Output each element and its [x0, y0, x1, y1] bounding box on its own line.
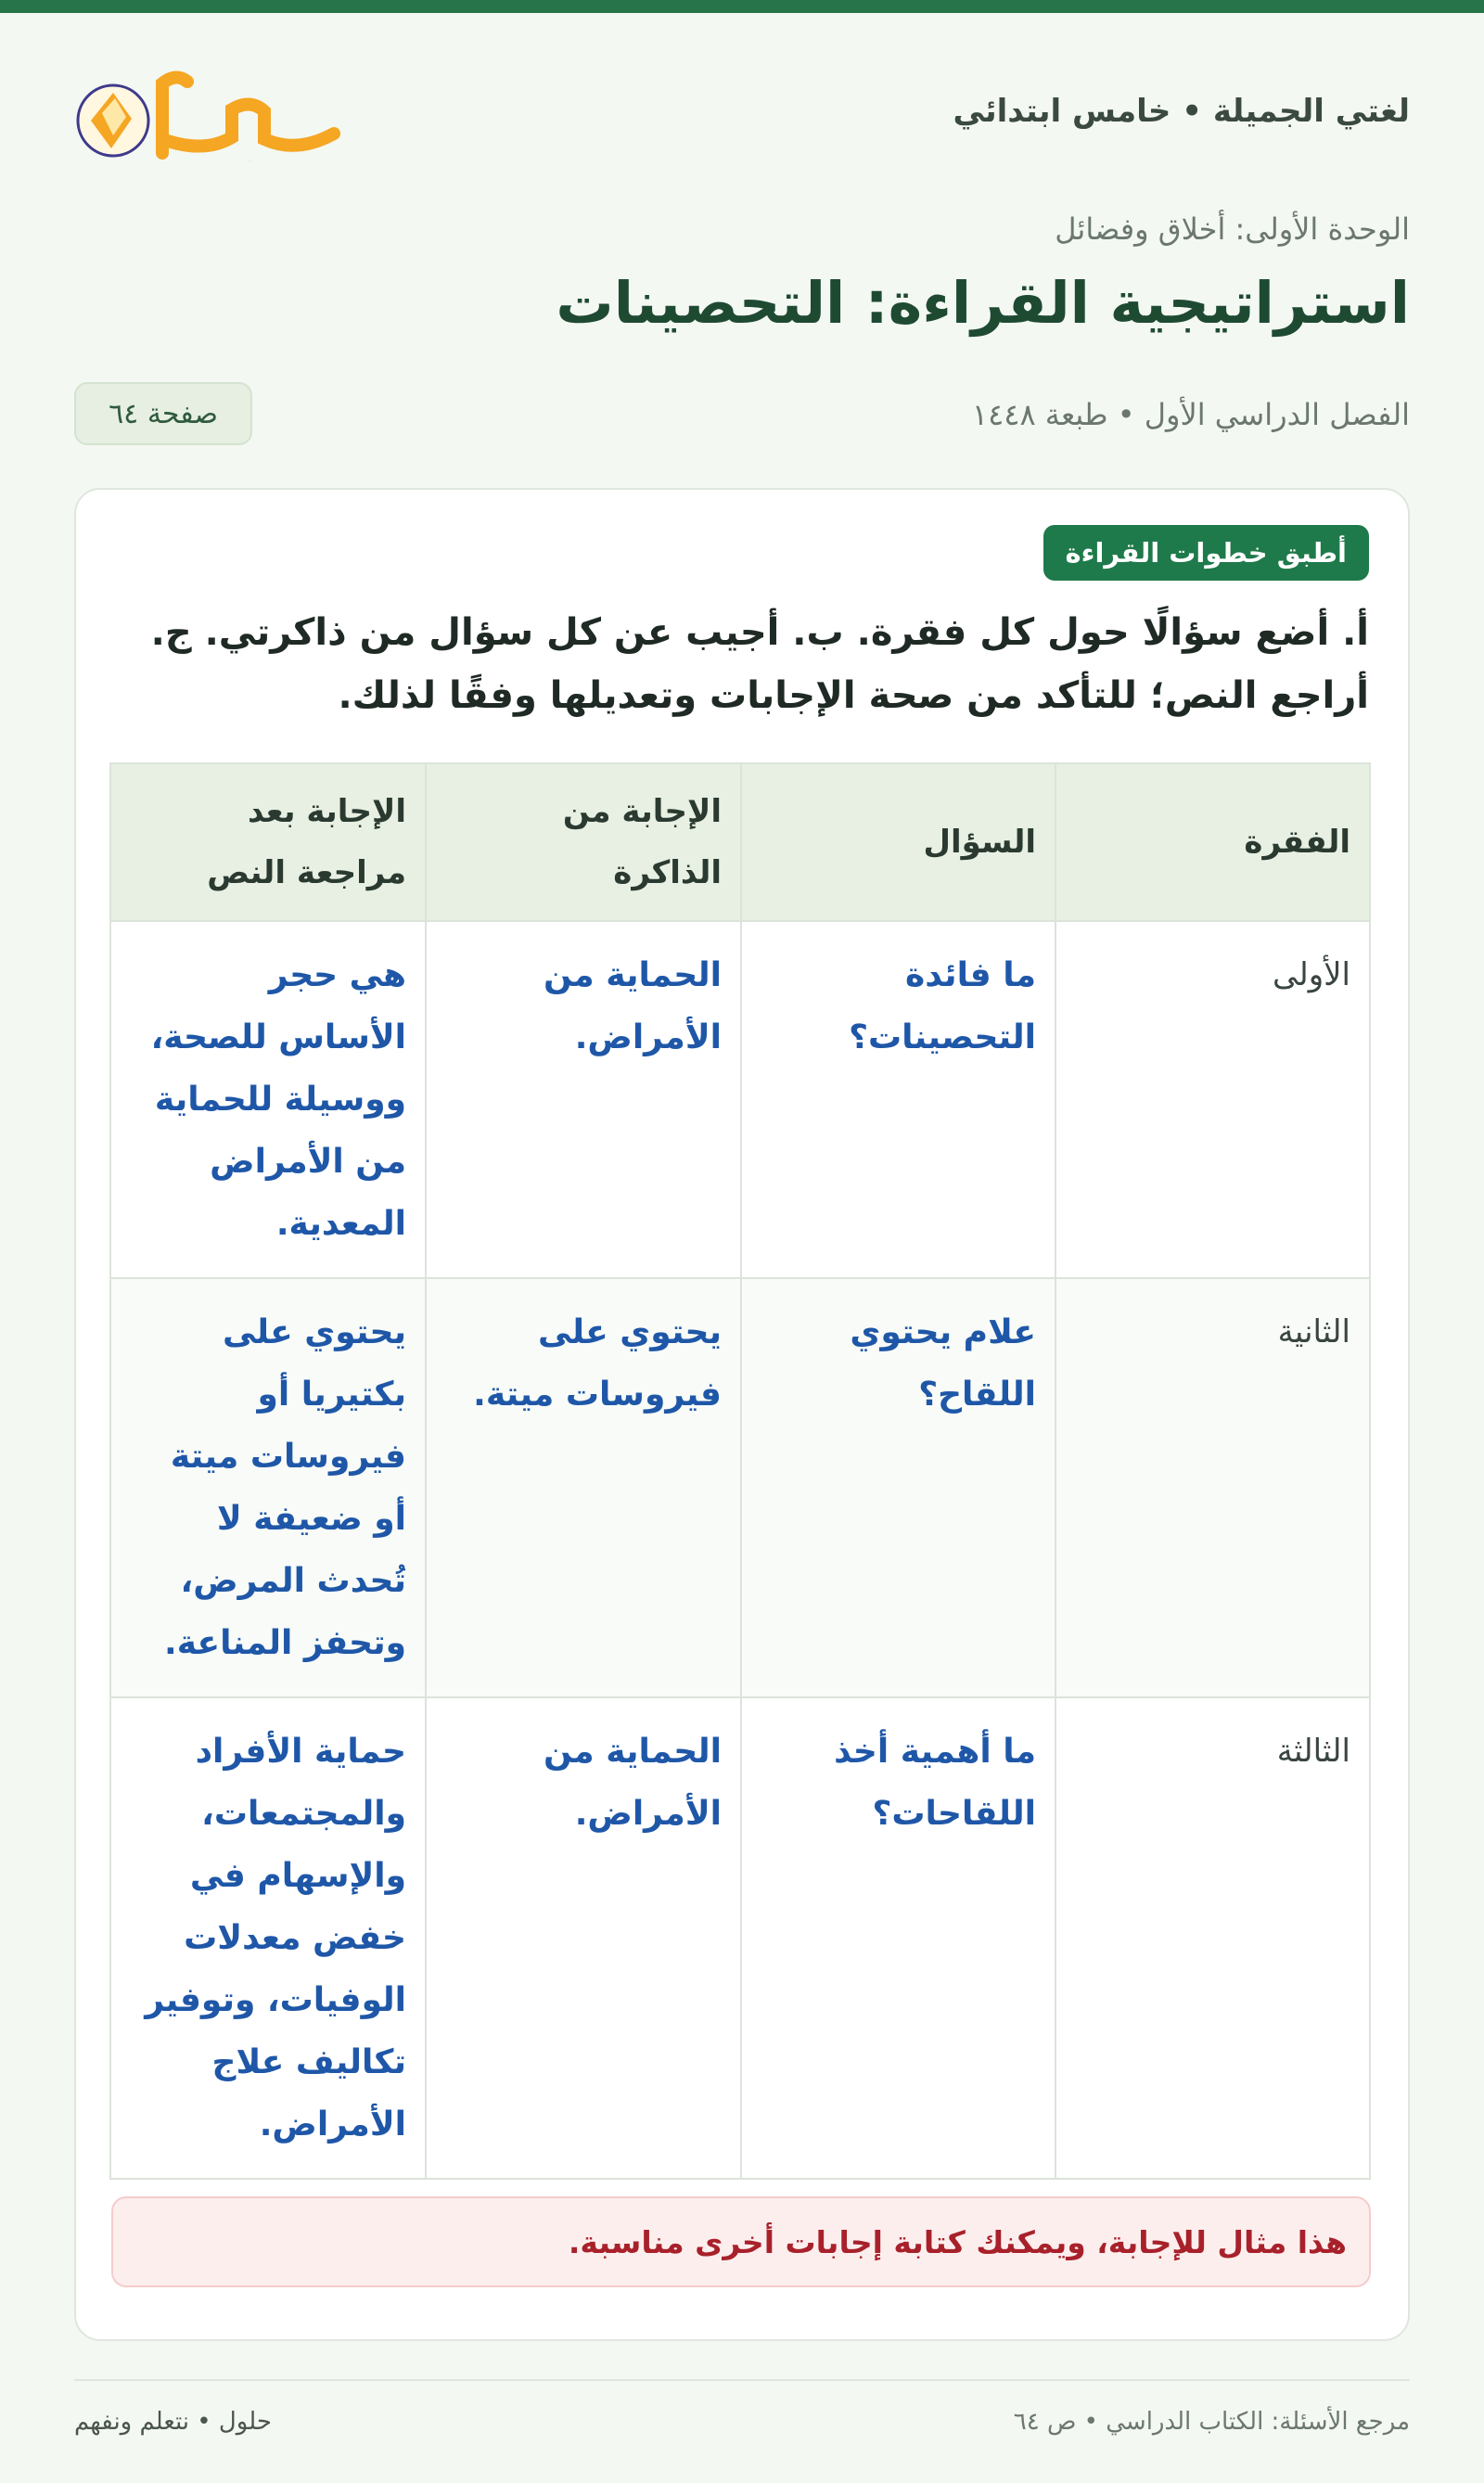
column-header-paragraph: الفقرة [1055, 763, 1370, 921]
column-header-reviewed-answer: الإجابة بعد مراجعة النص [110, 763, 426, 921]
cell-paragraph: الثانية [1055, 1278, 1370, 1697]
edition-label: الفصل الدراسي الأول • طبعة ١٤٤٨ [971, 397, 1410, 432]
logo-text: حلول [248, 161, 250, 162]
cell-question: ما أهمية أخذ اللقاحات؟ [741, 1697, 1055, 2179]
example-note: هذا مثال للإجابة، ويمكنك كتابة إجابات أخرى مناسبة. [111, 2196, 1371, 2287]
column-header-question: السؤال [741, 763, 1055, 921]
table-row [110, 921, 1370, 1278]
table-row [110, 1278, 1370, 1697]
section-badge: أطبق خطوات القراءة [1043, 525, 1369, 581]
cell-reviewed-answer: هي حجر الأساس للصحة، ووسيلة للحماية من الأمراض المعدية. [110, 921, 426, 1278]
table-header-row [110, 763, 1370, 921]
book-title: لغتي الجميلة • خامس ابتدائي [953, 93, 1410, 130]
column-header-memory-answer: الإجابة من الذاكرة [426, 763, 741, 921]
exercise-card [74, 488, 1410, 2341]
footer-divider [74, 2379, 1410, 2381]
cell-paragraph: الثالثة [1055, 1697, 1370, 2179]
cell-paragraph: الأولى [1055, 921, 1370, 1278]
footer-brand: حلول • نتعلم ونفهم [74, 2408, 272, 2436]
page-number-badge: صفحة ٦٤ [74, 382, 252, 445]
page-title: استراتيجية القراءة: التحصينات [556, 269, 1410, 337]
cell-memory-answer: الحماية من الأمراض. [426, 1697, 741, 2179]
hulool-logo[interactable] [74, 65, 352, 167]
table-row [110, 1697, 1370, 2179]
cell-memory-answer: الحماية من الأمراض. [426, 921, 741, 1278]
page-header [74, 65, 1410, 176]
cell-question: علام يحتوي اللقاح؟ [741, 1278, 1055, 1697]
qa-table [109, 762, 1371, 2180]
cell-reviewed-answer: يحتوي على بكتيريا أو فيروسات ميتة أو ضعيفة لا تُحدث المرض، وتحفز المناعة. [110, 1278, 426, 1697]
top-accent-bar [0, 0, 1484, 13]
cell-reviewed-answer: حماية الأفراد والمجتمعات، والإسهام في خفض معدلات الوفيات، وتوفير تكاليف علاج الأمراض. [110, 1697, 426, 2179]
cell-question: ما فائدة التحصينات؟ [741, 921, 1055, 1278]
cell-memory-answer: يحتوي على فيروسات ميتة. [426, 1278, 741, 1697]
unit-label: الوحدة الأولى: أخلاق وفضائل [1055, 211, 1410, 247]
instructions-text: أ. أضع سؤالًا حول كل فقرة. ب. أجيب عن كل سؤال من ذاكرتي. ج. أراجع النص؛ للتأكد من صحة الإجابات وتعديلها وفقًا لذلك. [150, 611, 1369, 717]
footer-reference: مرجع الأسئلة: الكتاب الدراسي • ص ٦٤ [1013, 2408, 1410, 2436]
